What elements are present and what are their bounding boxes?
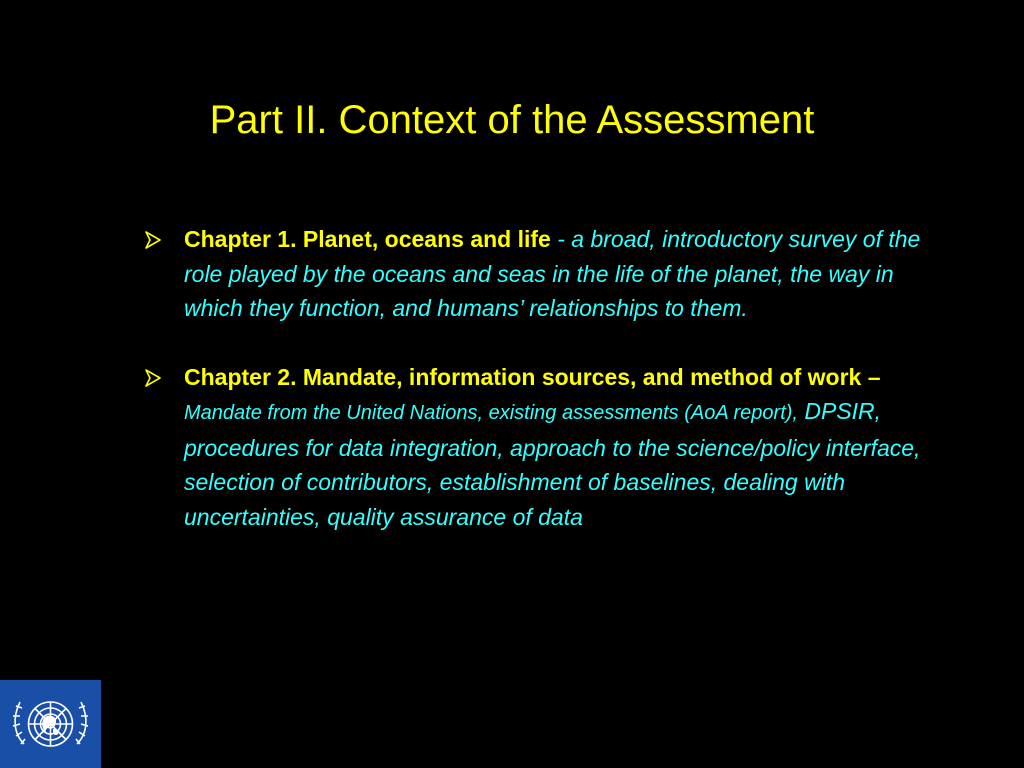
chapter-2-description: DPSIR, procedures for data integration, approach to the science/policy interface, selection of contributors, establishment of baselines, dealing with uncertainties, quality assurance of data — [184, 398, 921, 530]
bullet-chapter-2 — [144, 360, 924, 535]
slide-title: Part II. Context of the Assessment — [209, 98, 815, 142]
chapter-1-description: a broad, introductory survey of the role played by the oceans and seas in the life of the planet, the way in which they function, and humans’ relationships to them. — [184, 226, 921, 321]
united-nations-emblem-icon — [0, 680, 101, 768]
arrow-bullet-icon — [144, 369, 162, 387]
arrow-bullet-icon — [144, 231, 162, 249]
bullet-list — [144, 222, 924, 534]
un-logo — [0, 680, 101, 768]
bullet-chapter-1 — [144, 222, 924, 326]
chapter-2-description-small: Mandate from the United Nations, existing assessments (AoA report), — [184, 402, 798, 424]
chapter-1-heading: Chapter 1. Planet, oceans and life — [184, 226, 551, 252]
chapter-2-heading: Chapter 2. Mandate, information sources, and method of work – — [184, 363, 881, 390]
chapter-1-separator: - — [550, 226, 572, 252]
